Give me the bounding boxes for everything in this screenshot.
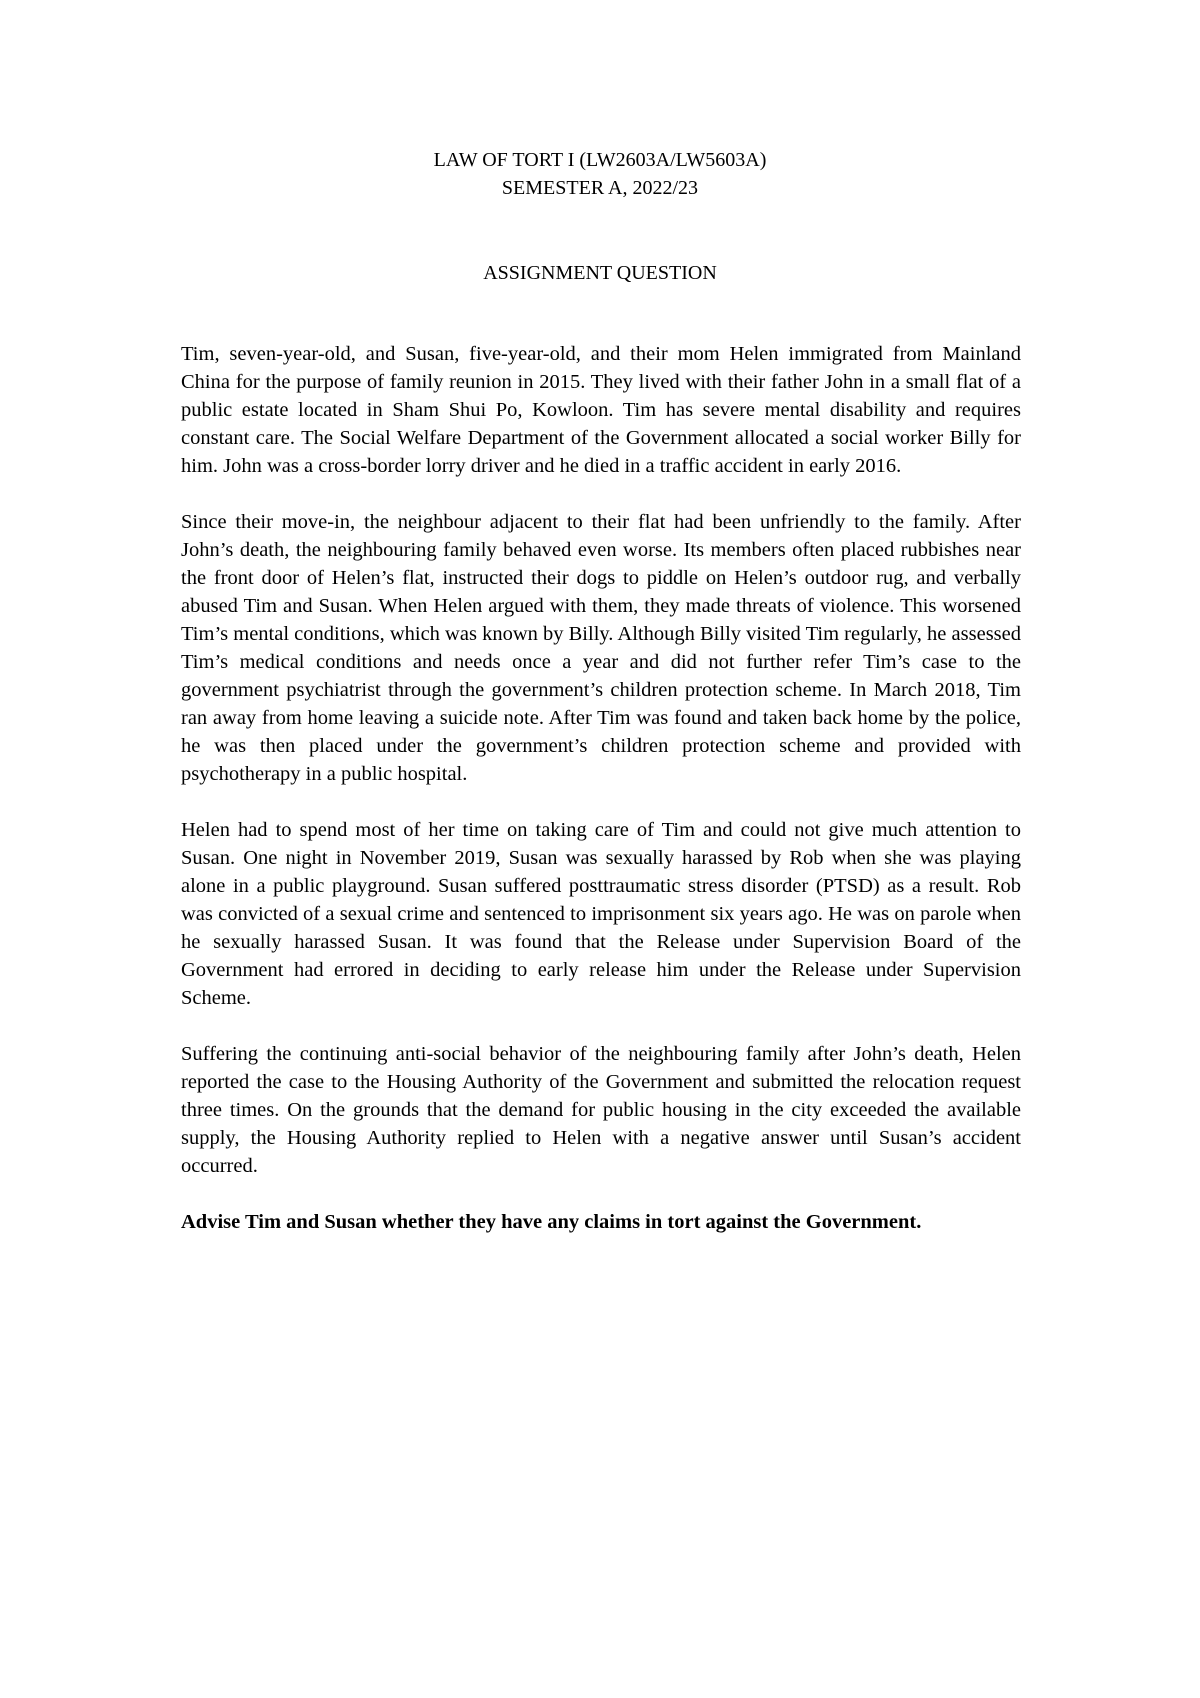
assignment-body	[181, 340, 1021, 1264]
paragraph-family-background: Tim, seven-year-old, and Susan, five-year-old, and their mom Helen immigrated from Mainland China for the purpose of family reunion in 2015. They lived with their father John in a small flat of a public estate located in Sham Shui Po, Kowloon. Tim has severe mental disability and requires constant care. The Social Welfare Department of the Government allocated a social worker Billy for him. John was a cross-border lorry driver and he died in a traffic accident in early 2016.	[181, 343, 1021, 477]
assignment-question: Advise Tim and Susan whether they have any claims in tort against the Government.	[181, 1211, 922, 1233]
paragraph-neighbour-conduct: Since their move-in, the neighbour adjacent to their flat had been unfriendly to the family. After John’s death, the neighbouring family behaved even worse. Its members often placed rubbishes near the front door of Helen’s flat, instructed their dogs to piddle on Helen’s outdoor rug, and verbally abused Tim and Susan. When Helen argued with them, they made threats of violence. This worsened Tim’s mental conditions, which was known by Billy. Although Billy visited Tim regularly, he assessed Tim’s medical conditions and needs once a year and did not further refer Tim’s case to the government psychiatrist through the government’s children protection scheme. In March 2018, Tim ran away from home leaving a suicide note. After Tim was found and taken back home by the police, he was then placed under the government’s children protection scheme and provided with psychotherapy in a public hospital.	[181, 511, 1021, 785]
course-title: LAW OF TORT I (LW2603A/LW5603A)	[433, 149, 767, 171]
assignment-heading: ASSIGNMENT QUESTION	[483, 262, 717, 284]
paragraph-housing-authority: Suffering the continuing anti-social behavior of the neighbouring family after John’s death, Helen reported the case to the Housing Authority of the Government and submitted the relocation request three times. On the grounds that the demand for public housing in the city exceeded the available supply, the Housing Authority replied to Helen with a negative answer until Susan’s accident occurred.	[181, 1043, 1021, 1177]
document-header	[0, 146, 1200, 202]
paragraph-susan-harassment: Helen had to spend most of her time on taking care of Tim and could not give much attention to Susan. One night in November 2019, Susan was sexually harassed by Rob when she was playing alone in a public playground. Susan suffered posttraumatic stress disorder (PTSD) as a result. Rob was convicted of a sexual crime and sentenced to imprisonment six years ago. He was on parole when he sexually harassed Susan. It was found that the Release under Supervision Board of the Government had errored in deciding to early release him under the Release under Supervision Scheme.	[181, 819, 1021, 1009]
semester-line: SEMESTER A, 2022/23	[501, 177, 699, 199]
